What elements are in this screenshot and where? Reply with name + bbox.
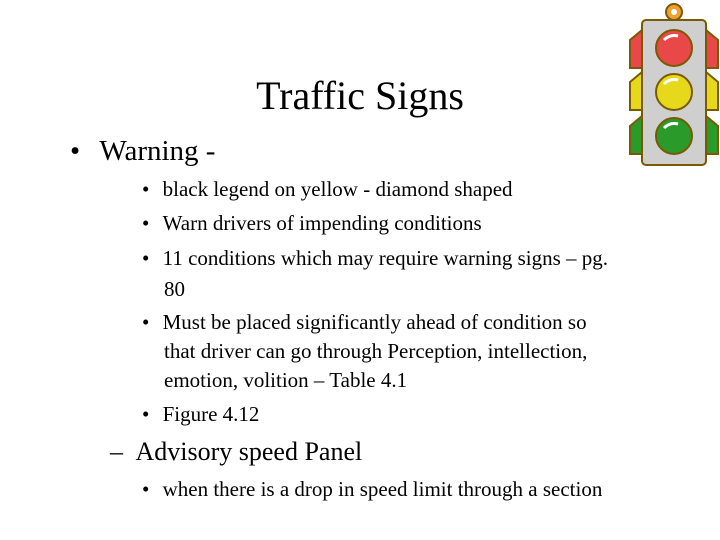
- bullet-text: black legend on yellow - diamond shaped: [162, 177, 513, 201]
- bullet-marker: •: [142, 246, 150, 270]
- bullet-marker: •: [142, 211, 150, 235]
- bullet-text: emotion, volition – Table 4.1: [164, 368, 408, 392]
- traffic-light-icon: [622, 0, 720, 168]
- bullet-warn-drivers: [142, 211, 482, 235]
- bullet-text: Warn drivers of impending conditions: [162, 211, 482, 235]
- bullet-text: when there is a drop in speed limit through a section: [162, 477, 603, 501]
- bullet-text: Warning -: [99, 135, 216, 167]
- bullet-figure: [142, 402, 259, 426]
- bullet-text: Must be placed significantly ahead of condition so: [162, 310, 587, 334]
- bullet-must-be-placed-cont-2: [164, 368, 407, 392]
- bullet-marker: •: [142, 477, 150, 501]
- bullet-marker: •: [142, 177, 150, 201]
- dash-marker: –: [110, 437, 123, 466]
- bullet-drop-in-speed: [142, 477, 602, 501]
- bullet-text: 80: [164, 277, 185, 301]
- bullet-black-legend: [142, 177, 513, 201]
- slide-title: Traffic Signs: [256, 73, 464, 118]
- bullet-text: 11 conditions which may require warning signs – pg.: [162, 246, 609, 270]
- bullet-must-be-placed: [142, 310, 587, 334]
- bullet-marker: •: [142, 310, 150, 334]
- bullet-marker: •: [70, 135, 81, 167]
- bullet-11-conditions: [142, 246, 608, 270]
- bullet-warning: [70, 134, 215, 168]
- dash-advisory-speed-panel: [110, 437, 362, 467]
- bullet-11-conditions-cont: [164, 277, 185, 301]
- bullet-marker: •: [142, 402, 150, 426]
- bullet-text: Figure 4.12: [162, 402, 260, 426]
- dash-text: Advisory speed Panel: [135, 437, 363, 466]
- bullet-text: that driver can go through Perception, intellection,: [164, 339, 588, 363]
- bullet-must-be-placed-cont-1: [164, 339, 587, 363]
